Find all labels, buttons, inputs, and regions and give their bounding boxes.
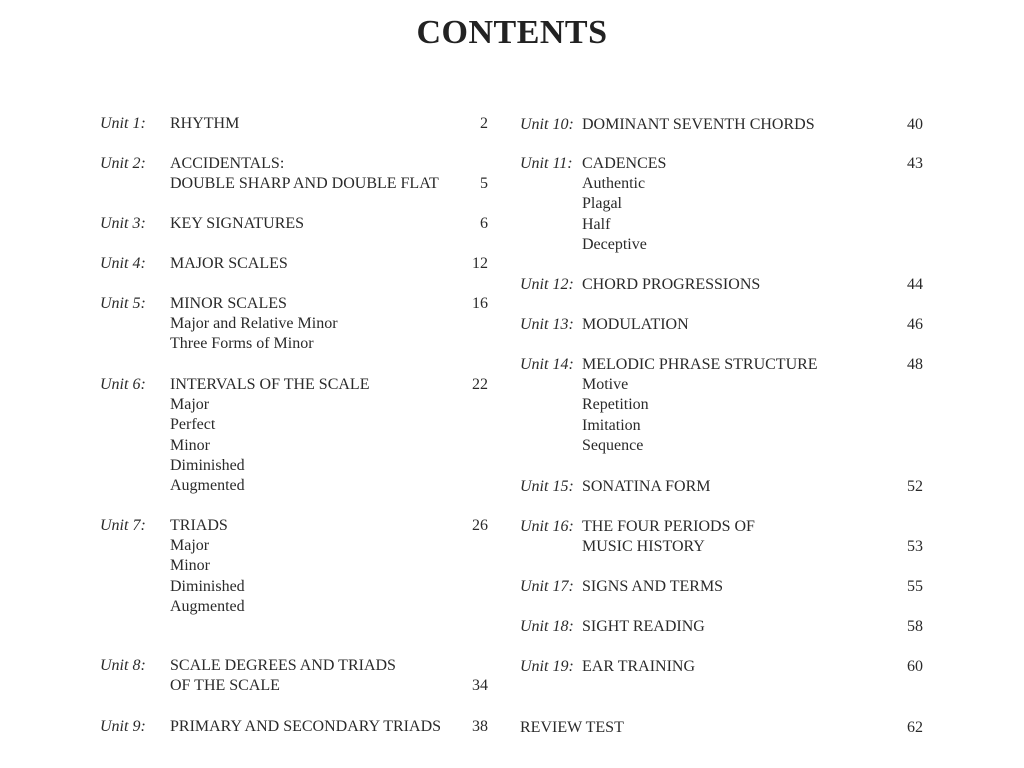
entry-title: RHYTHM xyxy=(170,115,240,132)
unit-number: Unit 16: xyxy=(520,518,574,535)
entry-subtopic: Imitation xyxy=(582,416,641,434)
entry-subtopic: Major xyxy=(170,396,210,414)
entry-subtopic: Sequence xyxy=(582,436,644,454)
entry-title: EAR TRAINING xyxy=(582,658,696,675)
page-number: 6 xyxy=(480,215,488,232)
page-number: 52 xyxy=(907,478,923,495)
unit-number: Unit 15: xyxy=(520,478,574,495)
page-number: 16 xyxy=(472,295,488,312)
unit-number: Unit 6: xyxy=(100,376,146,393)
unit-number: Unit 12: xyxy=(520,276,574,293)
entry-subtopic: Augmented xyxy=(170,597,245,615)
entry-title: MELODIC PHRASE STRUCTURE xyxy=(582,356,818,373)
page-number: 40 xyxy=(907,116,923,133)
unit-number: Unit 13: xyxy=(520,316,574,333)
page-number: 2 xyxy=(480,115,488,132)
entry-title: MODULATION xyxy=(582,316,689,333)
entry-title: TRIADS xyxy=(170,517,228,534)
page-title: CONTENTS xyxy=(416,14,608,51)
page-number: 5 xyxy=(480,175,488,193)
entry-title: INTERVALS OF THE SCALE xyxy=(170,376,370,393)
unit-number: Unit 3: xyxy=(100,215,146,232)
entry-subtopic: Augmented xyxy=(170,477,245,495)
entry-subtopic: Minor xyxy=(170,436,210,454)
entry-subtopic: Half xyxy=(582,215,611,233)
page-number: 48 xyxy=(907,356,923,373)
page-number: 55 xyxy=(907,578,923,595)
unit-number: Unit 8: xyxy=(100,657,146,674)
page-number: 38 xyxy=(472,718,488,735)
unit-number: Unit 10: xyxy=(520,116,574,133)
page-number: 60 xyxy=(907,658,923,675)
page-number: 62 xyxy=(907,719,923,736)
unit-number: Unit 19: xyxy=(520,658,574,675)
entry-subtopic: Minor xyxy=(170,557,210,575)
entry-title: MINOR SCALES xyxy=(170,295,287,312)
page-number: 46 xyxy=(907,316,923,333)
unit-number: Unit 5: xyxy=(100,295,146,312)
entry-title: THE FOUR PERIODS OF xyxy=(582,518,755,535)
entry-title: SIGNS AND TERMS xyxy=(582,578,724,595)
page-number: 58 xyxy=(907,618,923,635)
entry-title: SCALE DEGREES AND TRIADS xyxy=(170,657,396,674)
unit-number: Unit 1: xyxy=(100,115,146,132)
page-number: 26 xyxy=(472,517,488,534)
unit-number: Unit 14: xyxy=(520,356,574,373)
entry-subtopic: Plagal xyxy=(582,195,622,213)
unit-number: Unit 7: xyxy=(100,517,146,534)
entry-subtopic: Three Forms of Minor xyxy=(170,335,314,353)
unit-number: Unit 11: xyxy=(520,155,573,172)
entry-title: SONATINA FORM xyxy=(582,478,711,495)
entry-subtopic: Deceptive xyxy=(582,235,647,253)
entry-title: REVIEW TEST xyxy=(520,719,624,736)
page-number: 34 xyxy=(472,677,488,695)
entry-subtopic: Major xyxy=(170,537,210,555)
unit-number: Unit 17: xyxy=(520,578,574,595)
unit-number: Unit 2: xyxy=(100,155,146,172)
entry-title: SIGHT READING xyxy=(582,618,705,635)
entry-title: CHORD PROGRESSIONS xyxy=(582,276,761,293)
unit-number: Unit 9: xyxy=(100,718,146,735)
entry-subtopic: Diminished xyxy=(170,577,245,595)
entry-subtopic: Major and Relative Minor xyxy=(170,315,338,333)
entry-subtopic: Authentic xyxy=(582,175,646,193)
entry-subtopic: MUSIC HISTORY xyxy=(582,538,705,556)
unit-number: Unit 18: xyxy=(520,618,574,635)
page-number: 12 xyxy=(472,255,488,272)
page-number: 53 xyxy=(907,538,923,556)
entry-subtopic: OF THE SCALE xyxy=(170,677,280,695)
entry-subtopic: Repetition xyxy=(582,396,649,414)
entry-title: PRIMARY AND SECONDARY TRIADS xyxy=(170,718,442,735)
page-number: 22 xyxy=(472,376,488,393)
entry-title: ACCIDENTALS: xyxy=(170,155,285,172)
entry-subtopic: DOUBLE SHARP AND DOUBLE FLAT xyxy=(170,175,439,193)
entry-title: DOMINANT SEVENTH CHORDS xyxy=(582,116,815,133)
page-number: 44 xyxy=(907,276,923,293)
entry-title: KEY SIGNATURES xyxy=(170,215,305,232)
entry-subtopic: Diminished xyxy=(170,456,245,474)
entry-title: MAJOR SCALES xyxy=(170,255,288,272)
page-number: 43 xyxy=(907,155,923,172)
entry-subtopic: Motive xyxy=(582,376,629,394)
entry-subtopic: Perfect xyxy=(170,416,216,434)
unit-number: Unit 4: xyxy=(100,255,146,272)
entry-title: CADENCES xyxy=(582,155,667,172)
